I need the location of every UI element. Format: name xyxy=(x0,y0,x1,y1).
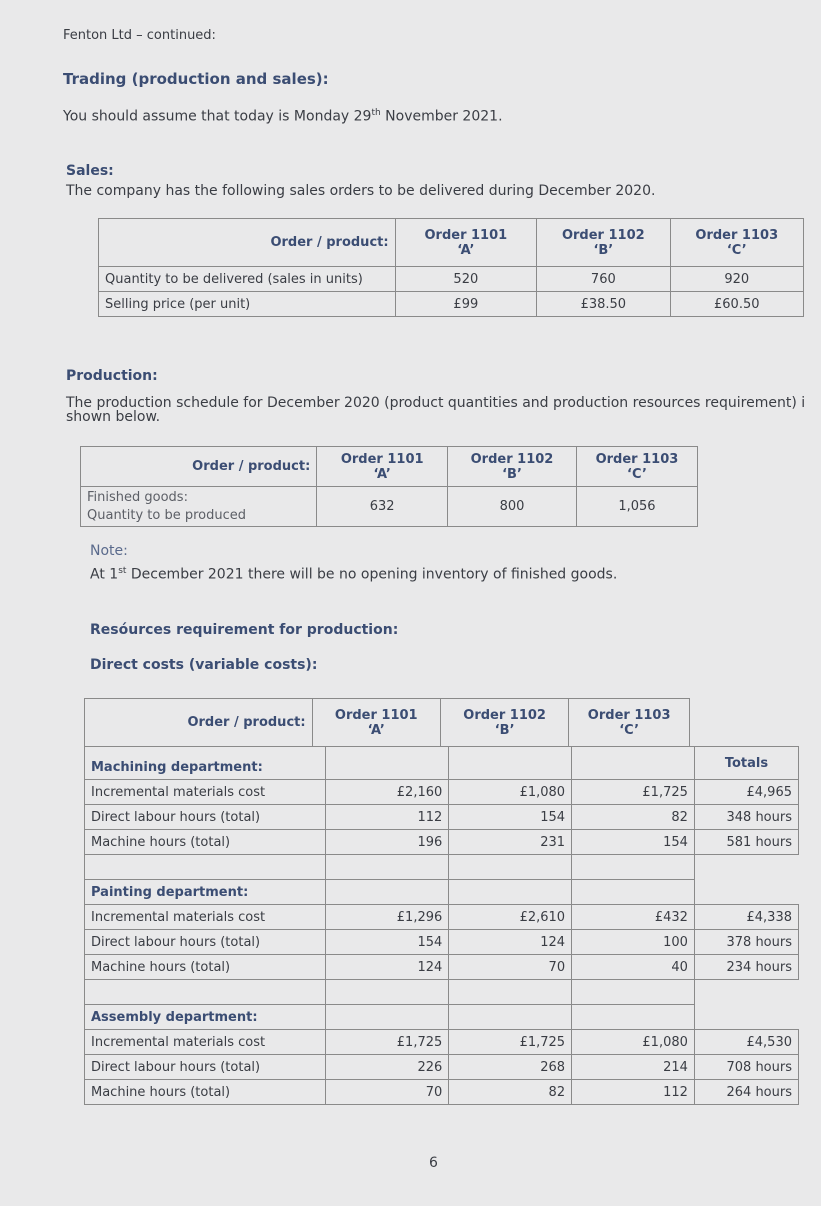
total-cell: 264 hours xyxy=(694,1080,798,1105)
table-row xyxy=(85,905,799,930)
row-label: Incremental materials cost xyxy=(85,905,326,930)
sales-header-row xyxy=(99,219,804,267)
cell: 214 xyxy=(572,1055,695,1080)
table-row xyxy=(85,830,799,855)
cell: 154 xyxy=(449,805,572,830)
cell: £99 xyxy=(395,292,537,317)
cell: £2,160 xyxy=(326,780,449,805)
production-header-label: Order / product: xyxy=(81,447,317,487)
production-header-order-1102: Order 1102 ‘B’ xyxy=(448,447,577,487)
cell: £1,296 xyxy=(326,905,449,930)
production-header-row xyxy=(81,447,698,487)
row-label: Machine hours (total) xyxy=(85,1080,326,1105)
total-cell: 708 hours xyxy=(694,1055,798,1080)
table-row xyxy=(85,805,799,830)
sales-intro: The company has the following sales orders to be delivered during December 2020. xyxy=(66,183,656,199)
production-row-label: Finished goods: Quantity to be produced xyxy=(81,487,317,527)
row-label: Direct labour hours (total) xyxy=(85,805,326,830)
total-cell: 378 hours xyxy=(694,930,798,955)
cell: 1,056 xyxy=(576,487,697,527)
note-text: At 1st December 2021 there will be no opening inventory of finished goods. xyxy=(90,566,618,583)
resources-title: Resóurces requirement for production: xyxy=(90,622,399,638)
cell: £60.50 xyxy=(670,292,803,317)
cell: 226 xyxy=(326,1055,449,1080)
cell: 124 xyxy=(326,955,449,980)
note-title: Note: xyxy=(90,543,128,559)
table-row xyxy=(85,955,799,980)
cell: 100 xyxy=(572,930,695,955)
cell: 800 xyxy=(448,487,577,527)
spacer-row xyxy=(85,855,799,880)
cell: 231 xyxy=(449,830,572,855)
sales-table xyxy=(98,218,804,317)
cell: 82 xyxy=(572,805,695,830)
cell: 520 xyxy=(395,267,537,292)
row-label: Direct labour hours (total) xyxy=(85,1055,326,1080)
production-header-order-1101: Order 1101 ‘A’ xyxy=(317,447,448,487)
cell: £38.50 xyxy=(537,292,670,317)
production-intro-line1: The production schedule for December 2020 (product quantities and production resources requirement) i xyxy=(66,395,806,411)
total-cell: 581 hours xyxy=(694,830,798,855)
cell: 760 xyxy=(537,267,670,292)
cell: £432 xyxy=(572,905,695,930)
table-row xyxy=(85,1055,799,1080)
department-name: Machining department: xyxy=(85,747,326,780)
sales-title: Sales: xyxy=(66,163,114,179)
row-label: Quantity to be delivered (sales in units) xyxy=(99,267,396,292)
cell: 70 xyxy=(449,955,572,980)
cell: 632 xyxy=(317,487,448,527)
total-cell: £4,338 xyxy=(694,905,798,930)
cell: 268 xyxy=(449,1055,572,1080)
total-cell: 234 hours xyxy=(694,955,798,980)
cell: 154 xyxy=(326,930,449,955)
totals-label: Totals xyxy=(694,747,798,780)
cell: 40 xyxy=(572,955,695,980)
table-row xyxy=(85,930,799,955)
department-header-painting xyxy=(85,880,799,905)
sales-header-order-1102: Order 1102 ‘B’ xyxy=(537,219,670,267)
production-row-quantity xyxy=(81,487,698,527)
cell: £2,610 xyxy=(449,905,572,930)
department-header-assembly xyxy=(85,1005,799,1030)
row-label: Incremental materials cost xyxy=(85,780,326,805)
table-row xyxy=(85,1030,799,1055)
trading-title: Trading (production and sales): xyxy=(63,70,329,88)
sales-header-order-1101: Order 1101 ‘A’ xyxy=(395,219,537,267)
cell: £1,080 xyxy=(449,780,572,805)
continued-heading: Fenton Ltd – continued: xyxy=(63,28,216,43)
cell: £1,725 xyxy=(326,1030,449,1055)
sales-header-label: Order / product: xyxy=(99,219,396,267)
cell: £1,725 xyxy=(449,1030,572,1055)
total-cell: 348 hours xyxy=(694,805,798,830)
spacer-row xyxy=(85,980,799,1005)
production-header-order-1103: Order 1103 ‘C’ xyxy=(576,447,697,487)
resources-header-order-1101: Order 1101 ‘A’ xyxy=(312,699,440,747)
table-row xyxy=(85,1080,799,1105)
cell: 82 xyxy=(449,1080,572,1105)
department-name: Assembly department: xyxy=(85,1005,326,1030)
resources-subtitle: Direct costs (variable costs): xyxy=(90,657,318,673)
assumption-text: You should assume that today is Monday 29th November 2021. xyxy=(63,108,503,125)
page-number: 6 xyxy=(429,1155,438,1171)
resources-table xyxy=(84,746,799,1105)
cell: 112 xyxy=(572,1080,695,1105)
sales-row-price xyxy=(99,292,804,317)
cell: 196 xyxy=(326,830,449,855)
resources-header-order-1103: Order 1103 ‘C’ xyxy=(569,699,690,747)
cell: 154 xyxy=(572,830,695,855)
row-label: Direct labour hours (total) xyxy=(85,930,326,955)
department-header-machining xyxy=(85,747,799,780)
department-name: Painting department: xyxy=(85,880,326,905)
resources-header-row xyxy=(85,699,690,747)
row-label: Machine hours (total) xyxy=(85,830,326,855)
sales-row-quantity xyxy=(99,267,804,292)
row-label: Machine hours (total) xyxy=(85,955,326,980)
resources-header-table xyxy=(84,698,690,747)
resources-header-label: Order / product: xyxy=(85,699,313,747)
sales-header-order-1103: Order 1103 ‘C’ xyxy=(670,219,803,267)
resources-header-order-1102: Order 1102 ‘B’ xyxy=(440,699,568,747)
total-cell: £4,530 xyxy=(694,1030,798,1055)
cell: 920 xyxy=(670,267,803,292)
row-label: Selling price (per unit) xyxy=(99,292,396,317)
production-intro-line2: shown below. xyxy=(66,409,161,425)
cell: 124 xyxy=(449,930,572,955)
row-label: Incremental materials cost xyxy=(85,1030,326,1055)
cell: £1,725 xyxy=(572,780,695,805)
cell: 112 xyxy=(326,805,449,830)
cell: £1,080 xyxy=(572,1030,695,1055)
production-title: Production: xyxy=(66,368,158,384)
production-table xyxy=(80,446,698,527)
cell: 70 xyxy=(326,1080,449,1105)
table-row xyxy=(85,780,799,805)
total-cell: £4,965 xyxy=(694,780,798,805)
